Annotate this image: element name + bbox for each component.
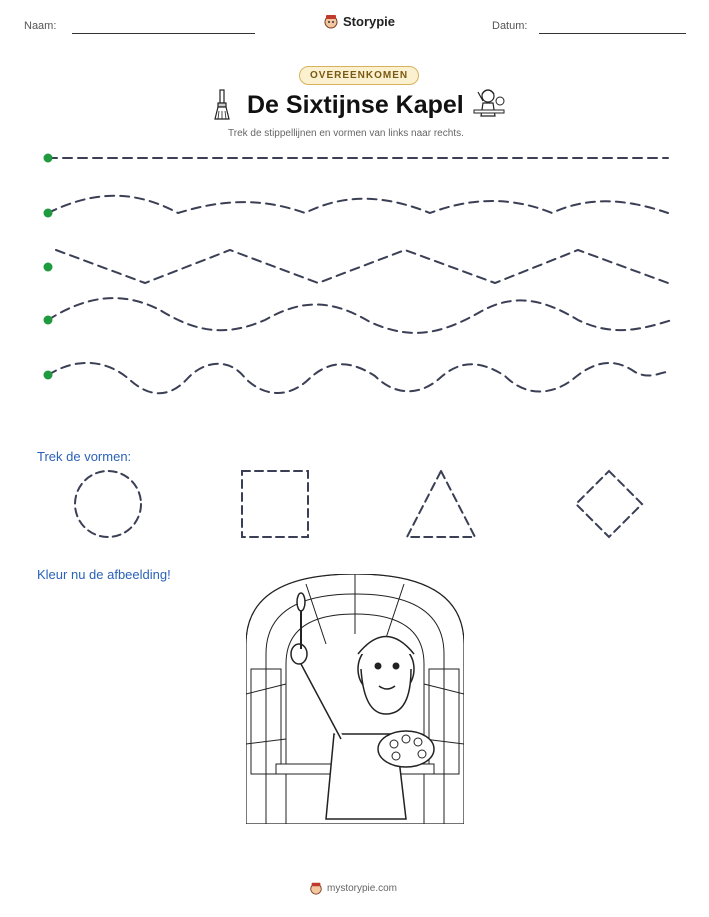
start-dot xyxy=(44,263,53,272)
tracing-area xyxy=(0,140,709,400)
tracing-line-zigzag[interactable] xyxy=(56,250,668,283)
tracing-line-gentle-wave[interactable] xyxy=(48,196,668,213)
date-field[interactable] xyxy=(539,33,686,34)
shapes-area xyxy=(0,460,709,550)
brand-name: Storypie xyxy=(343,13,396,29)
page-subtitle: Trek de stippellijnen en vormen van links naar rechts. xyxy=(228,128,464,139)
storypie-logo-icon xyxy=(309,881,323,895)
start-dot xyxy=(44,154,53,163)
trace-square[interactable] xyxy=(242,471,308,537)
painter-icon xyxy=(472,86,506,120)
shapes-section-label: Trek de vormen: xyxy=(37,449,132,464)
start-dot xyxy=(44,316,53,325)
start-dot xyxy=(44,371,53,380)
storypie-logo-icon xyxy=(323,13,339,29)
start-dot xyxy=(44,209,53,218)
footer xyxy=(309,881,397,895)
coloring-section-label: Kleur nu de afbeelding! xyxy=(37,567,171,582)
paintbrush-icon xyxy=(211,89,233,121)
date-label: Datum: xyxy=(492,20,528,32)
coloring-image[interactable] xyxy=(246,574,464,824)
page-title: De Sixtijnse Kapel xyxy=(247,91,464,119)
name-field[interactable] xyxy=(72,33,255,34)
trace-triangle[interactable] xyxy=(407,471,475,537)
name-label: Naam: xyxy=(24,20,57,32)
trace-circle[interactable] xyxy=(75,471,141,537)
brand-logo xyxy=(323,13,395,29)
trace-diamond[interactable] xyxy=(576,471,642,537)
tracing-line-wave[interactable] xyxy=(48,298,672,333)
tracing-line-deep-wave[interactable] xyxy=(48,363,668,393)
category-badge: OVEREENKOMEN xyxy=(299,66,419,85)
footer-site[interactable]: mystorypie.com xyxy=(327,882,398,894)
